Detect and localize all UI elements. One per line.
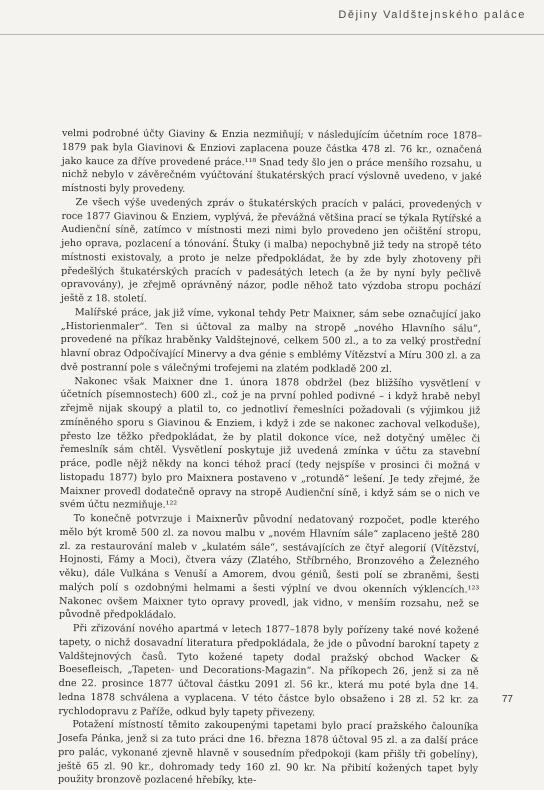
header-rule bbox=[0, 34, 544, 35]
paragraph: Malířské práce, jak již víme, vykonal tehdy Petr Maixner, sám sebe označující jako „Historienmaler“. Ten si účtoval za malby na stropě „nového Hlavního sálu“, provedené na příkaz hraběnky Valdštejnové, celkem 500 zl., a to za velký prostřední hlavní obraz Odpočívající Minervy a dva génie s emblémy Vítězství a Míru 300 zl. a za dvě postranní pole s válečnými trofejemi na zlatém podkladě 200 zl. bbox=[60, 306, 481, 375]
body-text bbox=[58, 127, 482, 790]
paragraph: Nakonec však Maixner dne 1. února 1878 obdržel (bez bližšího vysvětlení v účetních písemnostech) 600 zl., což je na první pohled podivné – i když hrabě nebyl zřejmě nijak skoupý a platil to, co jednotliví řemeslníci požadovali (s výjimkou již zmíněného sporu s Giavinou & Enziem, i když i zde se nakonec zachoval velkoduše), přesto lze těžko předpokládat, že by platil dokonce více, než dotyčný umělec či řemeslník sám chtěl. Vysvětlení poskytuje již uvedená zmínka v účtu za stavební práce, podle nějž někdy na konci téhož prací (tedy nejspíše v prosinci či možná v listopadu 1877) bylo pro Maixnera postaveno v „rotundě“ lešení. Je tedy zřejmé, že Maixner provedl dodatečně opravy na stropě Audienční síně, i když sám se o nich ve svém účtu nezmiňuje.¹²² bbox=[59, 375, 481, 511]
paragraph: Ze všech výše uvedených zpráv o štukatérských pracích v paláci, provedených v roce 1877 Giavinou & Enziem, vyplývá, že převážná většina prací se týkala Rytířské a Audienční síně, zatímco v místnosti mezi nimi bylo provedeno jen očištění stropu, jeho oprava, pozlacení a tónování. Štuky (i malba) nepochybně již tedy na stropě této místnosti existovaly, a proto je nelze předpokládat, že by zde byly zhotoveny při předešlých štukatérských pracích v padesátých letech (a že by nyní byly pečlivě opravovány), je zřejmě oprávněný názor, podle něhož tato výzdoba stropu pochází ještě z 18. století. bbox=[60, 196, 482, 305]
running-head: Dějiny Valdštejnského paláce bbox=[338, 9, 526, 21]
page-number: 77 bbox=[501, 694, 513, 705]
paragraph: velmi podrobné účty Giaviny & Enzia nezmiňují; v následujícím účetním roce 1878–1879 pak byla Giavinovi & Enziovi zaplacena pouze částka 478 zl. 76 kr., označená jako kauce za dříve provedené práce.¹¹⁸ Snad tedy šlo jen o práce menšího rozsahu, u nichž nebylo v závěrečném vyúčtování štukatérských prací výslovně uvedeno, v jaké místnosti byly provedeny. bbox=[61, 127, 482, 195]
paragraph: Potažení místností těmito zakoupenými tapetami bylo prací pražského čalouníka Josefa Pánka, jenž si za tuto práci dne 16. března 1878 účtoval 95 zl. a za další práce pro palác, vykonané zjevně hlavně v sousedním předpokoji (kam přišly tři gobelíny), ještě 65 zl. 90 kr., dohromady tedy 160 zl. 90 kr. Na přibití kožených tapet byly použity bronzově pozlacené hřebíky, kte- bbox=[57, 719, 479, 787]
paragraph: To konečně potvrzuje i Maixnerův původní nedatovaný rozpočet, podle kterého mělo být kromě 500 zl. za novou malbu v „novém Hlavním sále“ zaplaceno ještě 280 zl. za restaurování maleb v „kulatém sále“, sestávajících ze čtyř alegorií (Vítězství, Hojnosti, Fámy a Moci), čtvera vázy (Zlatého, Stříbrného, Bronzového a Železného věku), dále Vulkána s Venuší a Amorem, dvou géniů, šesti polí se zbraněmi, šesti malých polí s ozdobnými helmami a šesti výplní ve dvou okenních výklencích.¹²³ Nakonec ovšem Maixner tyto opravy provedl, jak vidno, v menším rozsahu, než se původně předpokládalo. bbox=[58, 513, 480, 621]
paragraph: Při zřizování nového apartmá v letech 1877–1878 byly pořízeny také nové kožené tapety, o nichž dosavadní literatura předpokládala, že jde o původní barokní tapety z Valdštejnových časů. Tyto kožené tapety dodal pražský obchod Wacker & Boesefleisch, „Tapeten- und Decorations-Magazin“. Na příkopech 26, jenž si za ně dne 22. prosince 1877 účtoval částku 2091 zl. 56 kr., která mu poté byla dne 14. ledna 1878 schválena a vyplacena. V této částce bylo obsaženo i 28 zl. 52 kr. za rychlodopravu z Paříže, odkud byly tapety přivezeny. bbox=[58, 623, 479, 719]
